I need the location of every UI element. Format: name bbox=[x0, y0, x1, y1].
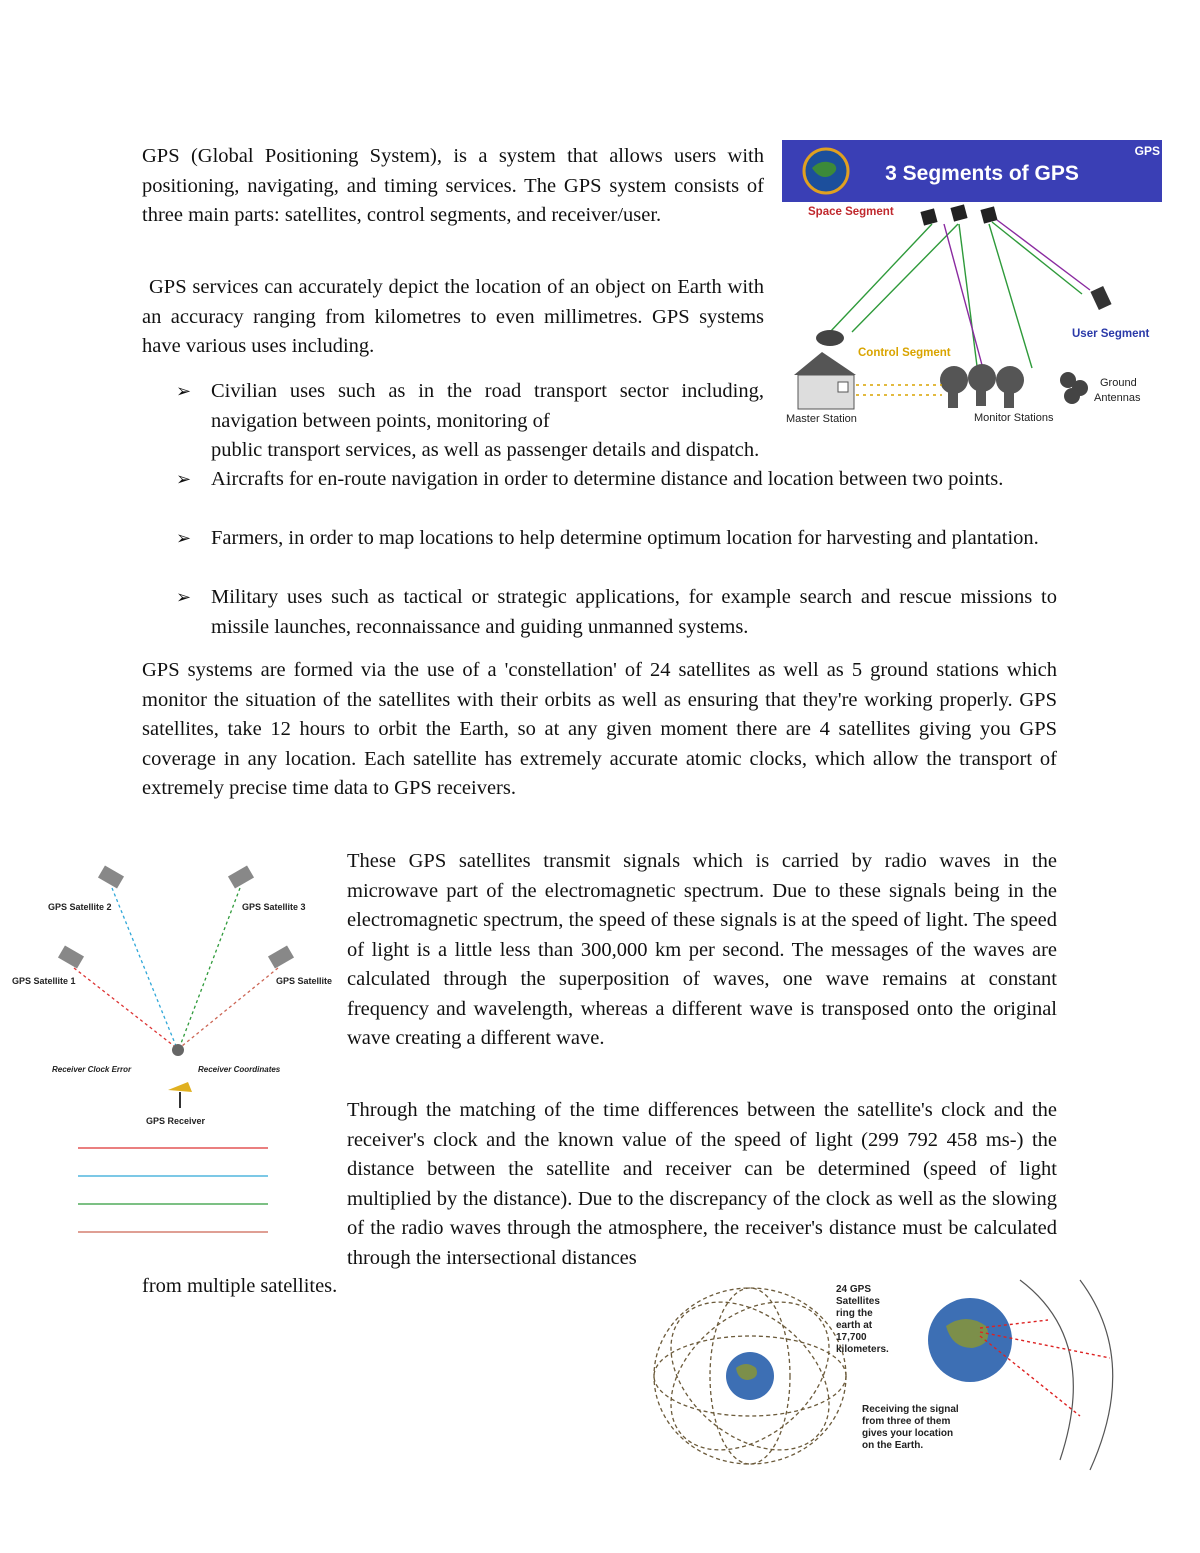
monitor-stations-label: Monitor Stations bbox=[974, 412, 1054, 424]
caption1-line5: 17,700 bbox=[836, 1332, 867, 1343]
trilateration-diagram bbox=[8, 858, 334, 1248]
user-segment-label: User Segment bbox=[1072, 328, 1150, 340]
satellite-icon bbox=[58, 865, 294, 968]
receiver-antenna-icon bbox=[168, 1082, 192, 1108]
signals-paragraph: These GPS satellites transmit signals which is carried by radio waves in the microwave part of the electromagnetic spectrum. Due to these signals being in the electromagnetic spectrum, the speed of these signals is at the speed of light. The speed of light is a little less than 300,000 km per second. The messages of the waves are calculated through the superposition of waves, one wave remains at constant frequency and wavelength, whereas a different wave is transposed onto the original wave creating a different wave. bbox=[347, 850, 1057, 1049]
caption1-line6: kilometers. bbox=[836, 1344, 889, 1355]
caption2-line4: on the Earth. bbox=[862, 1440, 924, 1451]
constellation-paragraph: GPS systems are formed via the use of a 'constellation' of 24 satellites as well as 5 ground stations which monitor the situation of the satellites with their orbits as well as ensuring that they're working properly. GPS satellites, take 12 hours to orbit the Earth, so at any given moment there are 4 satellites giving you GPS coverage in any location. Each satellite has extremely accurate atomic clocks, which allow the transport of extremely precise time data to GPS receivers. bbox=[142, 659, 1057, 799]
gps-segments-diagram bbox=[782, 140, 1162, 424]
trilateration-figure bbox=[8, 858, 334, 1248]
bullet-military: Military uses such as tactical or strategic applications, for example search and rescue missions to missile launches, reconnaissance and guiding unmanned systems. bbox=[211, 586, 1057, 638]
matching-paragraph-tail: from multiple satellites. bbox=[142, 1275, 338, 1297]
orbit-arcs bbox=[1020, 1280, 1113, 1470]
monitor-stations-icon bbox=[940, 364, 1024, 408]
bullet-aircraft: Aircrafts for en-route navigation in order to determine distance and location between two points. bbox=[211, 468, 1004, 490]
bullet-civilian-line1: Civilian uses such as in the road transport sector including, navigation between points, monitoring of bbox=[211, 380, 764, 432]
sat4-label: GPS Satellite 4 bbox=[276, 976, 334, 986]
bullet-arrow-icon: ➢ bbox=[176, 469, 192, 489]
caption2-line3: gives your location bbox=[862, 1428, 954, 1439]
receiver-coords-label: Receiver Coordinates bbox=[198, 1065, 281, 1074]
ground-antennas-icon bbox=[1060, 372, 1088, 404]
caption2-line2: from three of them bbox=[862, 1416, 951, 1427]
link-lines bbox=[856, 385, 942, 395]
user-device-icon bbox=[1090, 286, 1111, 310]
bullet-farmers: Farmers, in order to map locations to help determine optimum location for harvesting and plantation. bbox=[211, 527, 1039, 549]
satellite-icon bbox=[920, 204, 997, 225]
ground-label-1: Ground bbox=[1100, 377, 1137, 389]
caption2-line1: Receiving the signal bbox=[862, 1404, 959, 1415]
caption1-line2: Satellites bbox=[836, 1296, 880, 1307]
bullet-arrow-icon: ➢ bbox=[176, 587, 192, 607]
gps-receiver-label: GPS Receiver bbox=[146, 1116, 206, 1126]
matching-paragraph: Through the matching of the time differences between the satellite's clock and the receiver's clock and the known value of the speed of light (299 792 458 ms-) the distance between the satellite and receiver can be determined (speed of light multiplied by the distance). Due to the discrepancy of the clock as well as the slowing of the radio waves through the atmosphere, the receiver's distance must be calculated through the intersectional distances bbox=[347, 1099, 1057, 1269]
bullet-arrow-icon: ➢ bbox=[176, 381, 192, 401]
sat1-label: GPS Satellite 1 bbox=[12, 976, 76, 986]
control-segment-label: Control Segment bbox=[858, 347, 951, 359]
accuracy-paragraph: GPS services can accurately depict the location of an object on Earth with an accuracy ranging from kilometres to even millimetres. GPS systems have various uses including. bbox=[142, 276, 764, 357]
sat2-label: GPS Satellite 2 bbox=[48, 902, 112, 912]
space-segment-label: Space Segment bbox=[808, 206, 894, 218]
receiver-point bbox=[172, 1044, 184, 1056]
bullet-civilian-rest: public transport services, as well as passenger details and dispatch. bbox=[211, 439, 760, 461]
gps-badge: GPS bbox=[1134, 144, 1160, 158]
caption1-line4: earth at bbox=[836, 1320, 873, 1331]
equations bbox=[78, 1148, 268, 1232]
constellation-figure bbox=[640, 1276, 1140, 1472]
bullet-arrow-icon: ➢ bbox=[176, 528, 192, 548]
gps-segments-figure bbox=[782, 140, 1162, 424]
caption1-line3: ring the bbox=[836, 1308, 873, 1319]
caption1-line1: 24 GPS bbox=[836, 1284, 872, 1295]
sat3-label: GPS Satellite 3 bbox=[242, 902, 306, 912]
constellation-diagram bbox=[640, 1276, 1140, 1472]
figure-title: 3 Segments of GPS bbox=[885, 162, 1079, 185]
intro-paragraph: GPS (Global Positioning System), is a system that allows users with positioning, navigating, and timing services. The GPS system consists of three main parts: satellites, control segments, and receiver/user. bbox=[142, 145, 764, 226]
master-station-label: Master Station bbox=[786, 413, 857, 424]
clock-error-label: Receiver Clock Error bbox=[52, 1065, 132, 1074]
ground-label-2: Antennas bbox=[1094, 392, 1141, 404]
master-station-icon bbox=[794, 330, 856, 409]
